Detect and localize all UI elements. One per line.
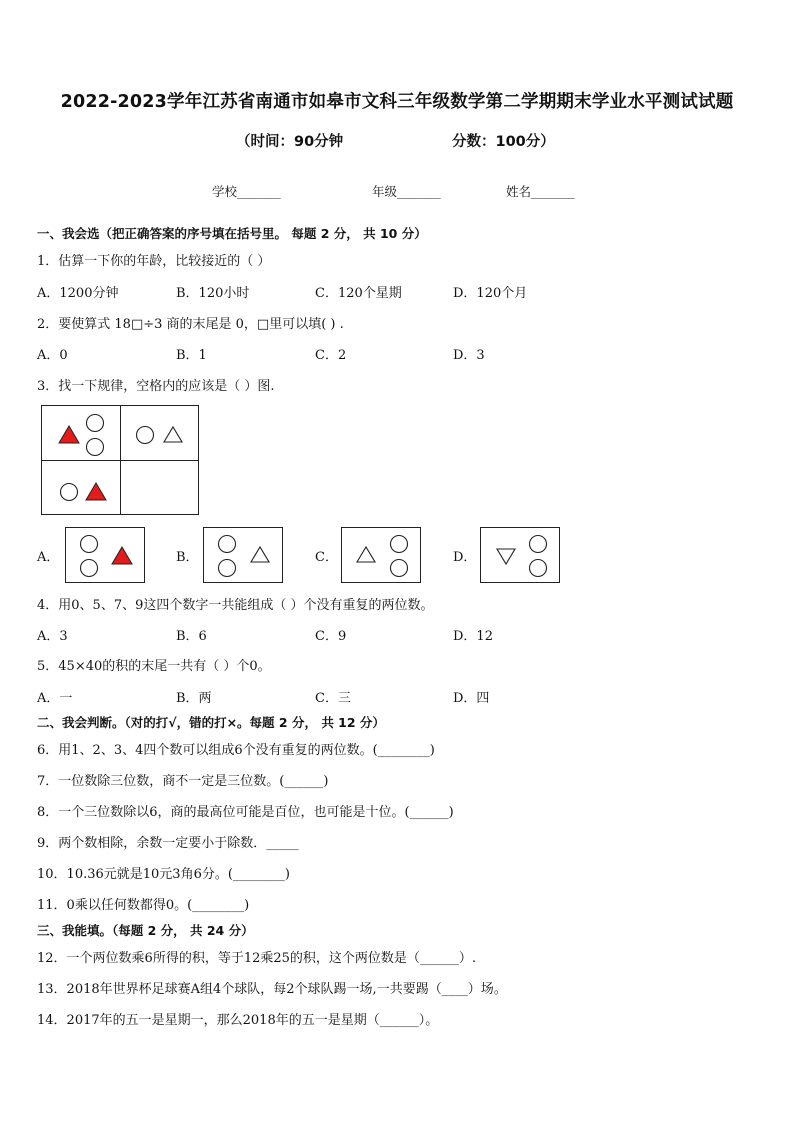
red-triangle-icon: [86, 483, 106, 500]
q3-option-c: C．: [315, 550, 338, 565]
grid-cell-bottom-left: [42, 461, 120, 515]
question-13: 13．2018年世界杯足球赛A组4个球队，每2个球队踢一场,一共要踢（____）场。: [37, 982, 507, 997]
question-9: 9．两个数相除，余数一定要小于除数．_____: [37, 836, 299, 851]
grid-cell-top-left: [42, 406, 120, 460]
q3-option-b: B．: [176, 550, 199, 565]
q3-option-a-figure: [65, 527, 145, 583]
triangle-icon: [164, 427, 182, 442]
question-3: 3．找一下规律，空格内的应该是（ ）图.: [37, 379, 275, 394]
circle-icon: [81, 560, 98, 577]
question-6: 6．用1、2、3、4四个数可以组成6个没有重复的两位数。(________): [37, 743, 435, 758]
section-1-heading: 一、我会选（把正确答案的序号填在括号里。 每题 2 分， 共 10 分）: [37, 226, 427, 241]
circle-icon: [530, 560, 547, 577]
school-field: 学校_______: [212, 184, 281, 199]
q2-option-d: D．3: [453, 348, 485, 363]
triangle-icon: [357, 547, 375, 562]
section-2-heading: 二、我会判断。（对的打√，错的打×。每题 2 分， 共 12 分）: [37, 715, 385, 730]
exam-score: 分数：100分）: [452, 134, 555, 150]
grade-field: 年级_______: [372, 184, 441, 199]
circle-icon: [391, 536, 408, 553]
q3-option-a: A．: [37, 550, 60, 565]
question-12: 12．一个两位数乘6所得的积，等于12乘25的积，这个两位数是（______）.: [37, 951, 477, 966]
q1-option-d: D．120个月: [453, 286, 528, 301]
q5-option-c: C．三: [315, 691, 351, 706]
grid-cell-top-right: [121, 406, 199, 460]
q5-option-a: A．一: [37, 691, 73, 706]
question-7: 7．一位数除三位数，商不一定是三位数。(______): [37, 774, 329, 789]
q2-option-c: C．2: [315, 348, 347, 363]
q5-option-d: D．四: [453, 691, 490, 706]
question-5: 5．45×40的积的末尾一共有（ ）个0。: [37, 659, 271, 674]
q4-option-d: D．12: [453, 629, 493, 644]
q4-option-b: B．6: [176, 629, 207, 644]
red-triangle-icon: [59, 426, 79, 443]
name-field: 姓名_______: [506, 184, 575, 199]
circle-icon: [219, 560, 236, 577]
exam-time: （时间：90分钟: [236, 134, 344, 150]
question-2: 2．要使算式 18□÷3 商的末尾是 0，□里可以填( ) .: [37, 317, 344, 332]
red-triangle-icon: [112, 547, 132, 564]
question-8: 8．一个三位数除以6，商的最高位可能是百位，也可能是十位。(______): [37, 805, 454, 820]
question-4: 4．用0、5、7、9这四个数字一共能组成（ ）个没有重复的两位数。: [37, 598, 434, 613]
circle-icon: [87, 415, 104, 432]
q2-option-a: A．0: [37, 348, 68, 363]
q1-option-b: B．120小时: [176, 286, 250, 301]
q3-option-d: D．: [453, 550, 477, 565]
q5-option-b: B．两: [176, 691, 212, 706]
q3-option-d-figure: [480, 527, 560, 583]
inverted-triangle-icon: [497, 549, 515, 564]
q1-option-a: A．1200分钟: [37, 286, 119, 301]
q2-option-b: B．1: [176, 348, 207, 363]
question-10: 10．10.36元就是10元3角6分。(________): [37, 867, 290, 882]
circle-icon: [81, 536, 98, 553]
q4-option-c: C．9: [315, 629, 347, 644]
exam-title: 2022-2023学年江苏省南通市如皋市文科三年级数学第二学期期末学业水平测试试题: [60, 92, 734, 112]
question-11: 11．0乘以任何数都得0。(________): [37, 898, 250, 913]
q3-option-c-figure: [341, 527, 421, 583]
question-14: 14．2017年的五一是星期一，那么2018年的五一是星期（______）。: [37, 1013, 439, 1028]
q3-option-b-figure: [203, 527, 283, 583]
circle-icon: [219, 536, 236, 553]
circle-icon: [87, 439, 104, 456]
pattern-grid: [41, 405, 199, 515]
question-1: 1．估算一下你的年龄，比较接近的（ ）: [37, 254, 271, 269]
q1-option-c: C．120个星期: [315, 286, 402, 301]
triangle-icon: [251, 547, 269, 562]
circle-icon: [391, 560, 408, 577]
circle-icon: [61, 484, 78, 501]
q4-option-a: A．3: [37, 629, 68, 644]
section-3-heading: 三、我能填。（每题 2 分， 共 24 分）: [37, 923, 254, 938]
circle-icon: [530, 536, 547, 553]
circle-icon: [137, 427, 154, 444]
